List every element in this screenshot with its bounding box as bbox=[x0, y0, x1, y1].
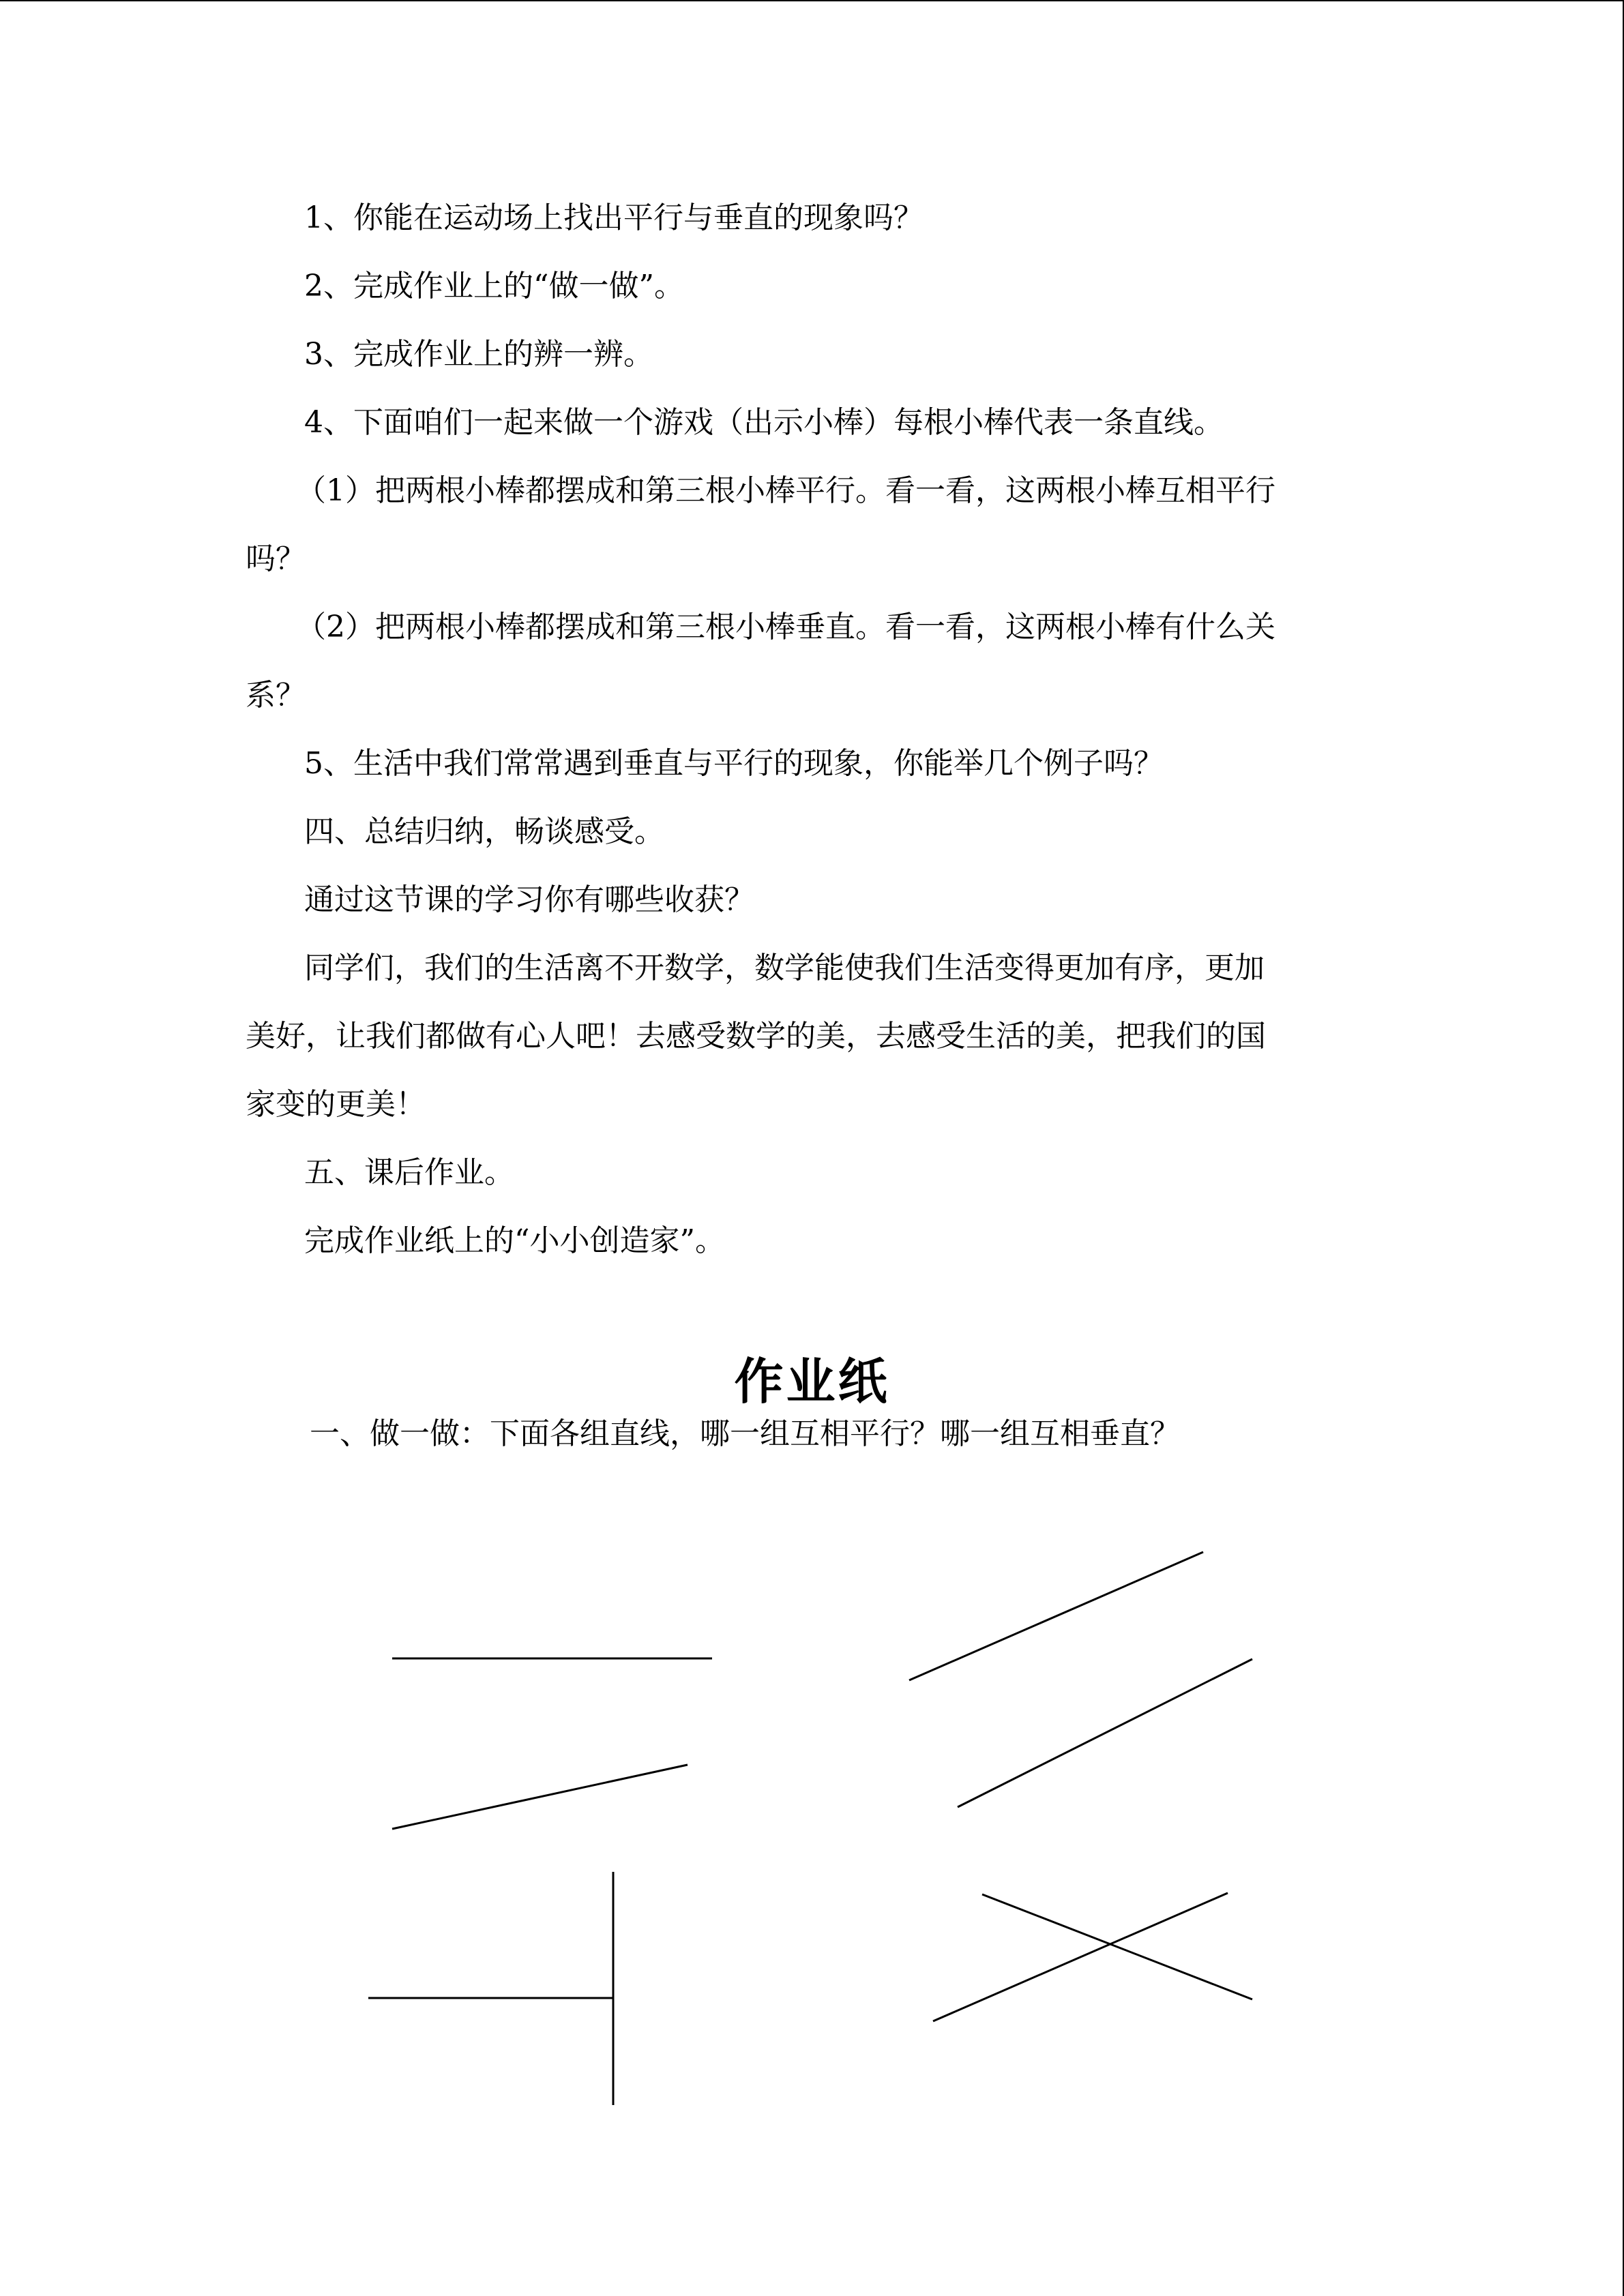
homework-instruction: 完成作业纸上的“小小创造家”。 bbox=[304, 1223, 725, 1258]
item-1: 1、你能在运动场上找出平行与垂直的现象吗？ bbox=[304, 200, 924, 235]
closing-line-1: 同学们，我们的生活离不开数学，数学能使我们生活变得更加有序，更加 bbox=[304, 951, 1265, 985]
item-2: 2、完成作业上的“做一做”。 bbox=[304, 269, 684, 303]
section-4-heading: 四、总结归纳，畅谈感受。 bbox=[304, 814, 664, 849]
figure-1-line-b bbox=[392, 1765, 688, 1829]
figure-2-line-b bbox=[958, 1659, 1252, 1807]
item-4: 4、下面咱们一起来做一个游戏（出示小棒）每根小棒代表一条直线。 bbox=[304, 405, 1224, 440]
closing-line-2: 美好，让我们都做有心人吧！去感受数学的美，去感受生活的美，把我们的国 bbox=[246, 1019, 1266, 1054]
figure-2-line-a bbox=[909, 1552, 1203, 1680]
section-5-heading: 五、课后作业。 bbox=[304, 1155, 514, 1190]
worksheet-title: 作业纸 bbox=[734, 1353, 890, 1410]
reflection-question: 通过这节课的学习你有哪些收获？ bbox=[304, 882, 754, 917]
item-4-1-line-1: （1）把两根小棒都摆成和第三根小棒平行。看一看，这两根小棒互相平行 bbox=[296, 473, 1275, 508]
item-4-1-line-2: 吗？ bbox=[246, 541, 306, 576]
figure-4-line-a bbox=[982, 1894, 1252, 1999]
figure-4-line-b bbox=[933, 1893, 1228, 2021]
item-3: 3、完成作业上的辨一辨。 bbox=[304, 337, 653, 372]
item-4-2-line-2: 系？ bbox=[246, 678, 306, 713]
item-4-2-line-1: （2）把两根小棒都摆成和第三根小棒垂直。看一看，这两根小棒有什么关 bbox=[296, 610, 1275, 644]
worksheet-question: 一、做一做：下面各组直线，哪一组互相平行？哪一组互相垂直？ bbox=[310, 1416, 1180, 1451]
closing-line-3: 家变的更美！ bbox=[246, 1087, 426, 1122]
item-5: 5、生活中我们常常遇到垂直与平行的现象，你能举几个例子吗？ bbox=[304, 746, 1164, 781]
